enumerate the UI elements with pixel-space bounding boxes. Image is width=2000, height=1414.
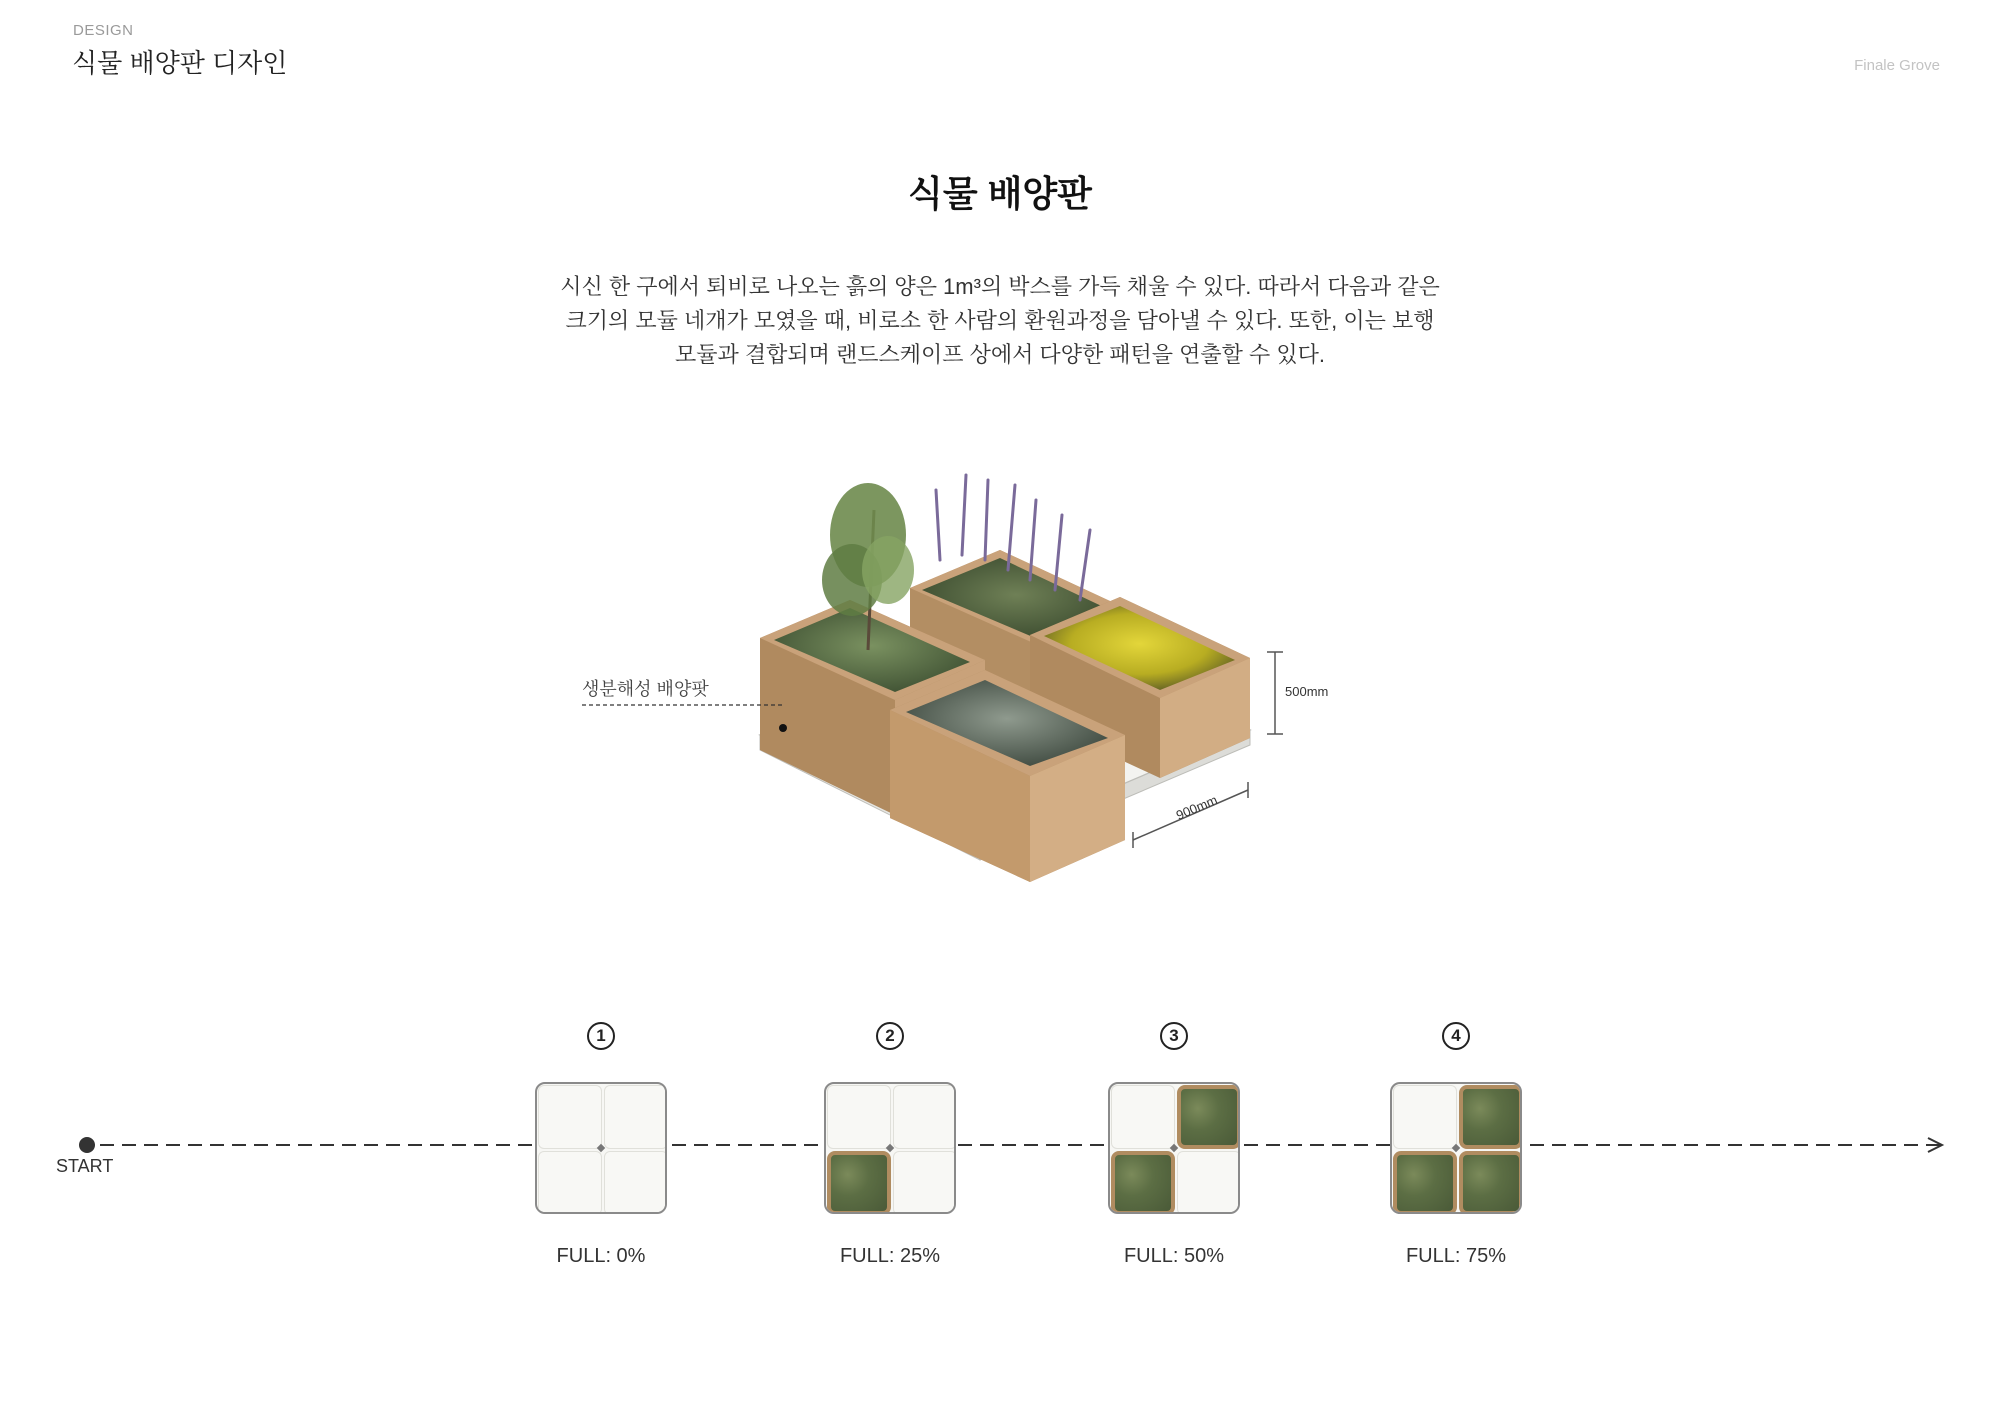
fill-label: FULL: 50% xyxy=(1123,1245,1225,1267)
description-line: 모듈과 결합되며 랜드스케이프 상에서 다양한 패턴을 연출할 수 있다. xyxy=(674,342,1326,367)
empty-cell xyxy=(827,1085,891,1149)
planted-cell xyxy=(1177,1085,1240,1149)
planted-cell xyxy=(827,1151,891,1214)
fill-label: FULL: 75% xyxy=(1405,1245,1507,1267)
empty-cell xyxy=(893,1085,956,1149)
empty-cell xyxy=(1177,1151,1240,1214)
empty-cell xyxy=(604,1151,667,1214)
fill-label: FULL: 25% xyxy=(839,1245,941,1267)
description xyxy=(560,270,1440,372)
section-tag: DESIGN xyxy=(73,22,134,39)
empty-cell xyxy=(1393,1085,1457,1149)
module-tile xyxy=(1390,1082,1522,1214)
callout-dot xyxy=(779,724,787,732)
planted-cell xyxy=(1393,1151,1457,1214)
step-number: 1 xyxy=(587,1022,615,1050)
width-label: 900mm xyxy=(1173,792,1220,823)
description-line: 크기의 모듈 네개가 모였을 때, 비로소 한 사람의 환원과정을 담아낼 수 있다. 또한, 이는 보행 xyxy=(565,308,1435,333)
height-label: 500mm xyxy=(1285,684,1329,699)
description-line: 시신 한 구에서 퇴비로 나오는 흙의 양은 1m³의 박스를 가득 채울 수 있다. 따라서 다음과 같은 xyxy=(560,274,1440,299)
start-label: START xyxy=(56,1156,114,1176)
tile-center-marker xyxy=(1170,1144,1178,1152)
module-tile xyxy=(535,1082,667,1214)
callout-label: 생분해성 배양팟 xyxy=(582,679,709,699)
step-number: 3 xyxy=(1160,1022,1188,1050)
module-tile xyxy=(824,1082,956,1214)
planter-illustration xyxy=(740,420,1360,920)
planted-cell xyxy=(1459,1151,1522,1214)
empty-cell xyxy=(1111,1085,1175,1149)
empty-cell xyxy=(604,1085,667,1149)
brand-name: Finale Grove xyxy=(1854,57,1940,74)
section-title: 식물 배양판 디자인 xyxy=(72,48,288,78)
timeline-arrow xyxy=(70,1130,1960,1160)
page-title: 식물 배양판 xyxy=(908,173,1092,214)
module-tile xyxy=(1108,1082,1240,1214)
tile-center-marker xyxy=(1452,1144,1460,1152)
step-number: 2 xyxy=(876,1022,904,1050)
step-number: 4 xyxy=(1442,1022,1470,1050)
empty-cell xyxy=(538,1085,602,1149)
planted-cell xyxy=(1459,1085,1522,1149)
height-dimension xyxy=(1267,652,1283,734)
empty-cell xyxy=(893,1151,956,1214)
planted-cell xyxy=(1111,1151,1175,1214)
empty-cell xyxy=(538,1151,602,1214)
fill-label: FULL: 0% xyxy=(556,1245,646,1267)
